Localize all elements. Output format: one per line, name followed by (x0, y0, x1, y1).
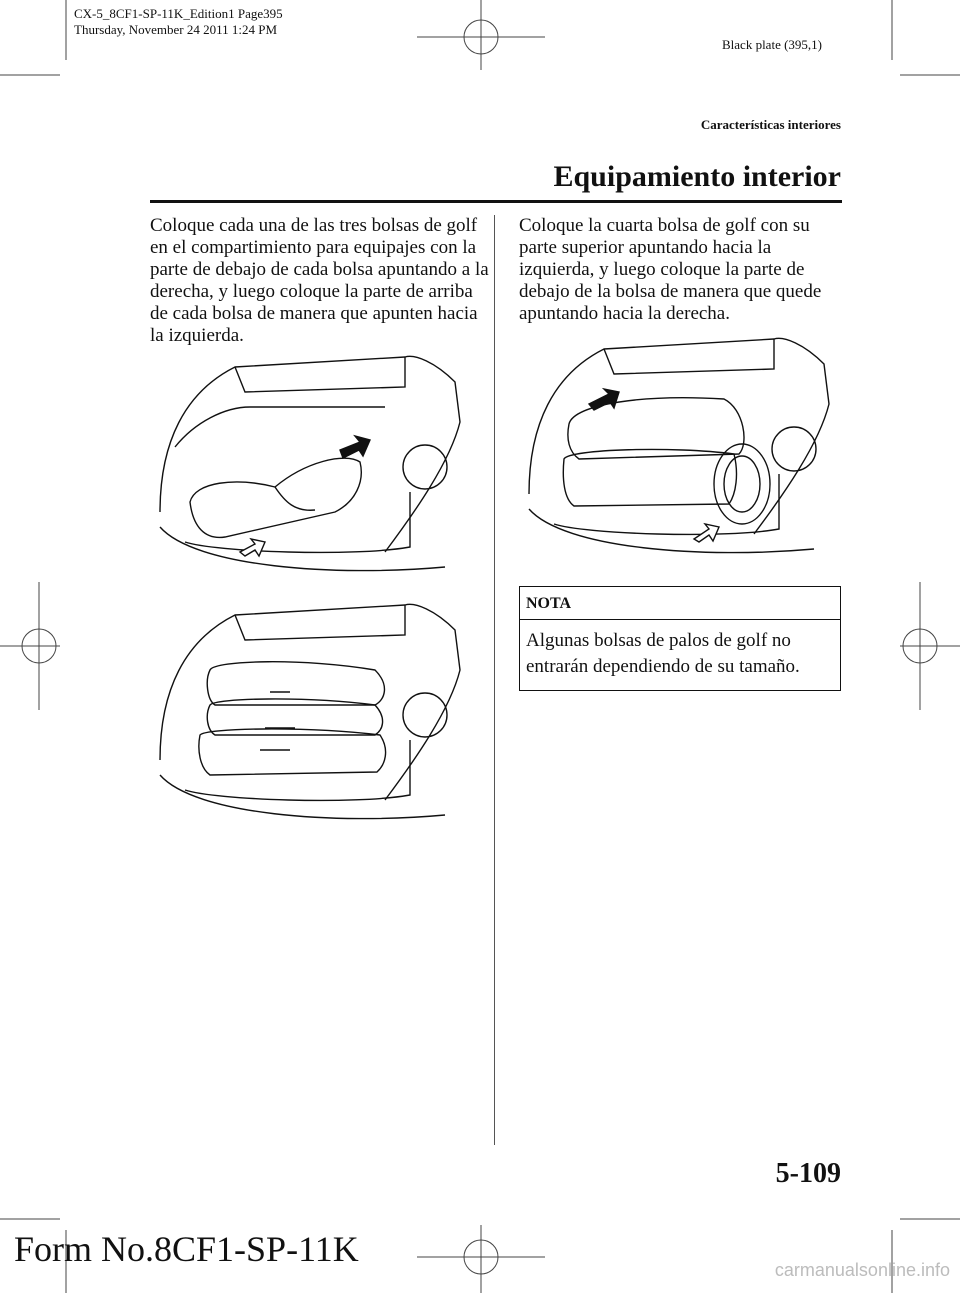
section-rule (150, 200, 842, 203)
figure-trunk-bag-loading-step1 (155, 352, 470, 582)
right-paragraph: Coloque la cuarta bolsa de golf con su parte superior apuntando hacia la izquierda, y luego coloque la parte de debajo de la bolsa de manera que quede apuntando hacia la derecha. (519, 215, 822, 324)
figure-trunk-three-bags (155, 600, 470, 830)
left-paragraph: Coloque cada una de las tres bolsas de golf en el compartimiento para equipajes con la parte de debajo de cada bolsa apuntando a la derecha, y luego coloque la parte de arriba de cada bolsa de manera que apunten hacia la izquierda. (150, 215, 489, 346)
section-category: Características interiores (700, 117, 841, 132)
plate-label: Black plate (395,1) (722, 37, 822, 52)
column-divider (494, 215, 495, 1145)
note-body: Algunas bolsas de palos de golf no entrarán dependiendo de su tamaño. (526, 630, 800, 677)
print-header-line1: CX-5_8CF1-SP-11K_Edition1 Page395 (74, 6, 283, 21)
section-title: Equipamiento interior (553, 160, 841, 193)
note-box (519, 586, 841, 691)
note-heading: NOTA (520, 587, 840, 620)
figure-trunk-fourth-bag (524, 334, 839, 564)
print-header-line2: Thursday, November 24 2011 1:24 PM (74, 22, 278, 37)
watermark: carmanualsonline.info (774, 1260, 950, 1280)
page-number: 5-109 (775, 1158, 841, 1189)
print-header (74, 6, 283, 38)
form-number: Form No.8CF1-SP-11K (14, 1229, 359, 1269)
